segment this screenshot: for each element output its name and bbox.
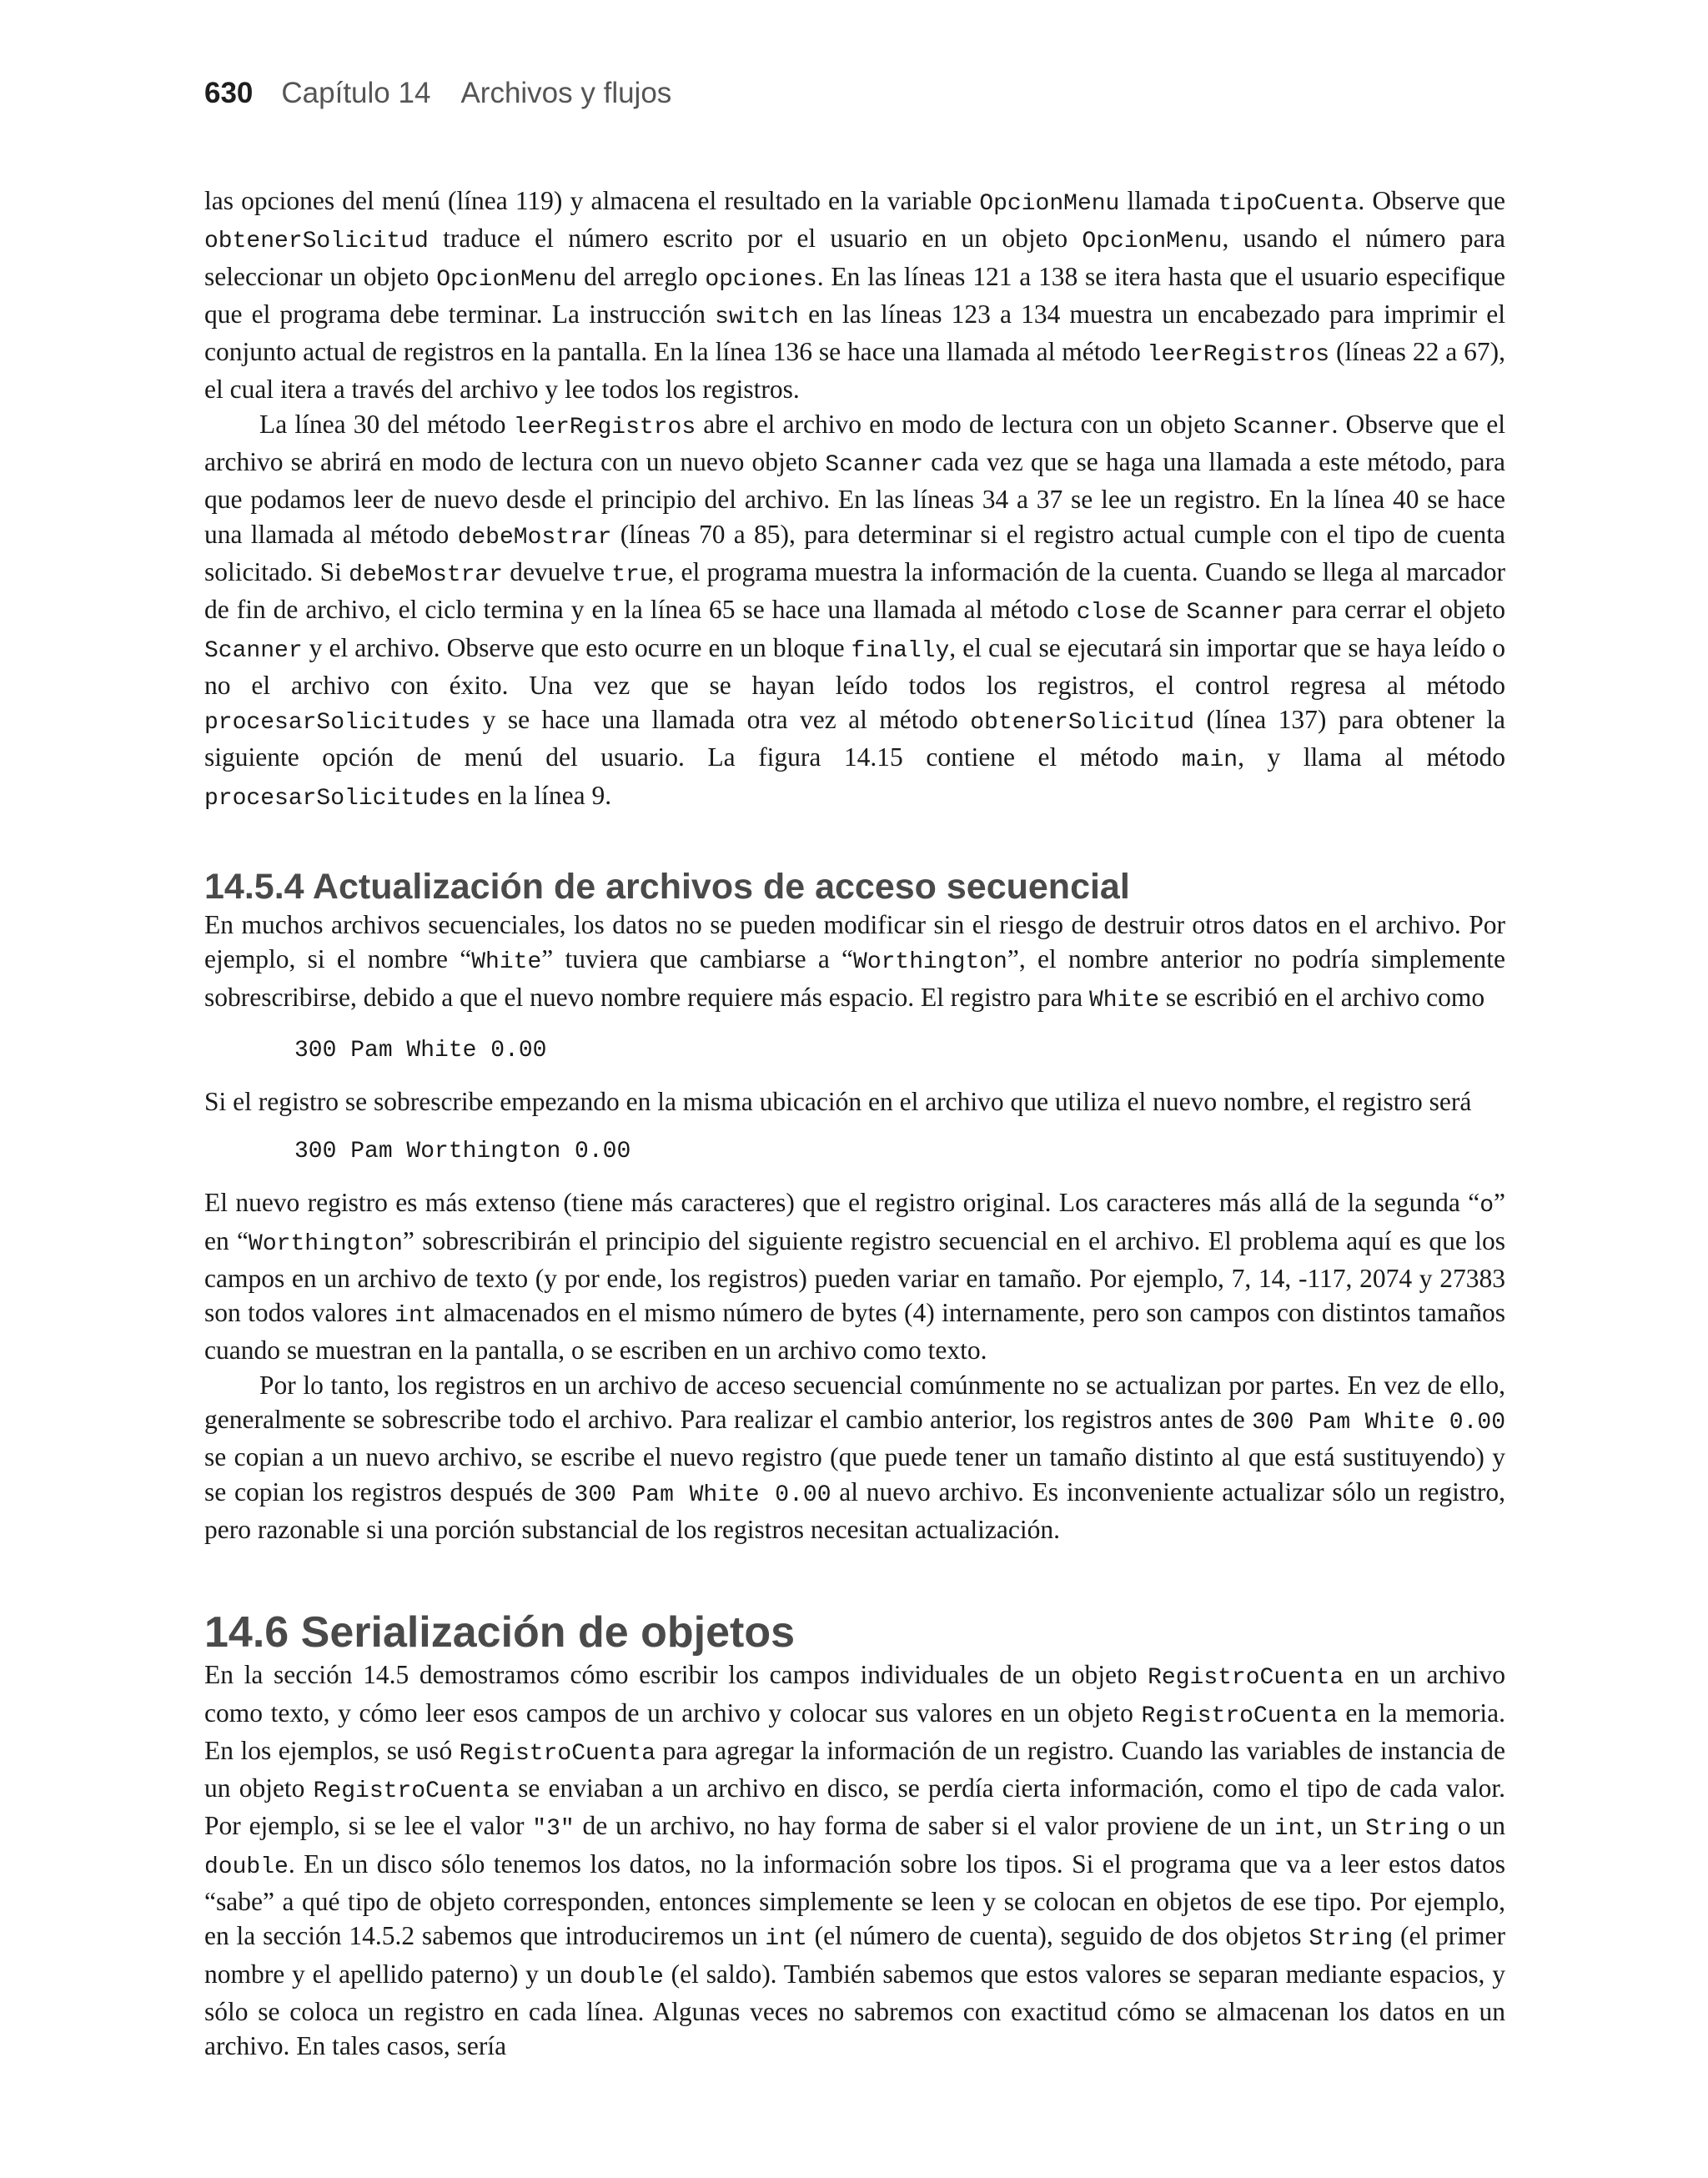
inline-code: OpcionMenu	[979, 191, 1120, 217]
page-number: 630	[204, 77, 254, 109]
inline-code: procesarSolicitudes	[204, 785, 471, 812]
inline-code: White	[1089, 987, 1160, 1014]
inline-code: OpcionMenu	[436, 266, 577, 293]
inline-code: main	[1181, 747, 1238, 774]
chapter-title: Archivos y flujos	[460, 77, 672, 109]
paragraph: La línea 30 del método leerRegistros abre el archivo en modo de lectura con un objeto Scanner. Observe que el archivo se abrirá en modo de lectura con un nuevo objeto Scanner cada vez que se haga una llamada a este método, para que podamos leer de nuevo desde el principio del archivo. En las líneas 34 a 37 se lee un registro. En la línea 40 se hace una llamada al método debeMostrar (líneas 70 a 85), para determinar si el registro actual cumple con el tipo de cuenta solicitado. Si debeMostrar devuelve true, el programa muestra la información de la cuenta. Cuando se llega al marcador de fin de archivo, el ciclo termina y en la línea 65 se hace una llamada al método close de Scanner para cerrar el objeto Scanner y el archivo. Observe que esto ocurre en un bloque finally, el cual se ejecutará sin importar que se haya leído o no el archivo con éxito. Una vez que se hayan leído todos los registros, el control regresa al método procesarSolicitudes y se hace una llamada otra vez al método obtenerSolicitud (línea 137) para obtener la siguiente opción de menú del usuario. La figura 14.15 contiene el método main, y llama al método procesarSolicitudes en la línea 9.	[204, 409, 1506, 812]
code-example: 300 Pam White 0.00	[294, 1037, 547, 1064]
inline-code: o	[1479, 1193, 1494, 1220]
inline-code: opciones	[705, 266, 817, 293]
inline-code: Scanner	[825, 452, 924, 479]
inline-code: true	[611, 561, 668, 588]
inline-code: finally	[851, 637, 950, 664]
inline-code: String	[1309, 1926, 1394, 1953]
inline-code: White	[471, 949, 542, 976]
paragraph: Por lo tanto, los registros en un archivo de acceso secuencial comúnmente no se actualizan por partes. En vez de ello, generalmente se sobrescribe todo el archivo. Para realizar el cambio anterior, los registros antes de 300 Pam White 0.00 se copian a un nuevo archivo, se escribe el nuevo registro (que puede tener un tamaño distinto al que está sustituyendo) y se copian los registros después de 300 Pam White 0.00 al nuevo archivo. Es inconveniente actualizar sólo un registro, pero razonable si una porción substancial de los registros necesitan actualización.	[204, 1370, 1506, 1544]
inline-code: String	[1365, 1816, 1450, 1843]
inline-code: procesarSolicitudes	[204, 710, 471, 737]
inline-code: obtenerSolicitud	[970, 710, 1195, 737]
inline-code: Scanner	[1233, 414, 1332, 440]
inline-code: switch	[715, 304, 799, 330]
paragraph: Si el registro se sobrescribe empezando en la misma ubicación en el archivo que utiliza el nuevo nombre, el registro será	[204, 1086, 1472, 1116]
inline-code: debeMostrar	[457, 524, 612, 551]
inline-code: 300 Pam White 0.00	[574, 1481, 831, 1508]
inline-code: 300 Pam White 0.00	[1252, 1410, 1506, 1436]
paragraph: El nuevo registro es más extenso (tiene más caracteres) que el registro original. Los caracteres más allá de la segunda “o” en “Worthington” sobrescribirán el principio del siguiente registro secuencial en el archivo. El problema aquí es que los campos en un archivo de texto (y por ende, los registros) pueden variar en tamaño. Por ejemplo, 7, 14, -117, 2074 y 27383 son todos valores int almacenados en el mismo número de bytes (4) internamente, pero son campos con distintos tamaños cuando se muestran en la pantalla, o se escriben en un archivo como texto.	[204, 1188, 1505, 1366]
inline-code: RegistroCuenta	[1148, 1665, 1344, 1692]
paragraph: En muchos archivos secuenciales, los datos no se pueden modificar sin el riesgo de destruir otros datos en el archivo. Por ejemplo, si el nombre “White” tuviera que cambiarse a “Worthington”, el nombre anterior no podría simplemente sobrescribirse, debido a que el nuevo nombre requiere más espacio. El registro para White se escribió en el archivo como	[204, 910, 1505, 1014]
inline-code: RegistroCuenta	[459, 1740, 656, 1767]
inline-code: close	[1076, 600, 1147, 626]
inline-code: RegistroCuenta	[1141, 1703, 1338, 1729]
section-heading-14-5-4: 14.5.4 Actualización de archivos de acceso secuencial	[204, 867, 1130, 908]
inline-code: Worthington	[249, 1230, 403, 1257]
inline-code: Worthington	[853, 949, 1007, 976]
inline-code: obtenerSolicitud	[204, 229, 429, 255]
paragraph: las opciones del menú (línea 119) y almacena el resultado en la variable OpcionMenu llamada tipoCuenta. Observe que obtenerSolicitud traduce el número escrito por el usuario en un objeto OpcionMenu, usando el número para seleccionar un objeto OpcionMenu del arreglo opciones. En las líneas 121 a 138 se itera hasta que el usuario especifique que el programa debe terminar. La instrucción switch en las líneas 123 a 134 muestra un encabezado para imprimir el conjunto actual de registros en la pantalla. En la línea 136 se hace una llamada al método leerRegistros (líneas 22 a 67), el cual itera a través del archivo y lee todos los registros.	[204, 186, 1506, 405]
inline-code: double	[204, 1854, 289, 1880]
page-body	[204, 184, 1505, 2063]
inline-code: OpcionMenu	[1082, 229, 1223, 255]
inline-code: tipoCuenta	[1218, 191, 1359, 217]
inline-code: Scanner	[1186, 600, 1285, 626]
inline-code: debeMostrar	[349, 561, 503, 588]
running-header	[204, 77, 1505, 125]
inline-code: int	[1273, 1816, 1317, 1843]
inline-code: RegistroCuenta	[313, 1778, 510, 1805]
inline-code: Scanner	[204, 637, 303, 664]
inline-code: int	[394, 1303, 437, 1330]
inline-code: leerRegistros	[1147, 342, 1330, 369]
inline-code: leerRegistros	[513, 414, 696, 440]
inline-code: double	[580, 1964, 664, 1990]
code-example: 300 Pam Worthington 0.00	[294, 1139, 631, 1165]
chapter-label: Capítulo 14	[281, 77, 431, 109]
paragraph: En la sección 14.5 demostramos cómo escribir los campos individuales de un objeto RegistroCuenta en un archivo como texto, y cómo leer esos campos de un archivo y colocar sus valores en un objeto RegistroCuenta en la memoria. En los ejemplos, se usó RegistroCuenta para agregar la información de un registro. Cuando las variables de instancia de un objeto RegistroCuenta se enviaban a un archivo en disco, se perdía cierta información, como el tipo de cada valor. Por ejemplo, si se lee el valor "3" de un archivo, no hay forma de saber si el valor proviene de un int, un String o un double. En un disco sólo tenemos los datos, no la información sobre los tipos. Si el programa que va a leer estos datos “sabe” a qué tipo de objeto corresponden, entonces simplemente se leen y se colocan en objetos de ese tipo. Por ejemplo, en la sección 14.5.2 sabemos que introduciremos un int (el número de cuenta), seguido de dos objetos String (el primer nombre y el apellido paterno) y un double (el saldo). También sabemos que estos valores se separan mediante espacios, y sólo se coloca un registro en cada línea. Algunas veces no sabremos con exactitud cómo se almacenan los datos en un archivo. En tales casos, sería	[204, 1660, 1506, 2061]
section-heading-14-6: 14.6 Serialización de objetos	[204, 1608, 796, 1657]
inline-code: "3"	[532, 1816, 575, 1843]
inline-code: int	[765, 1926, 807, 1953]
